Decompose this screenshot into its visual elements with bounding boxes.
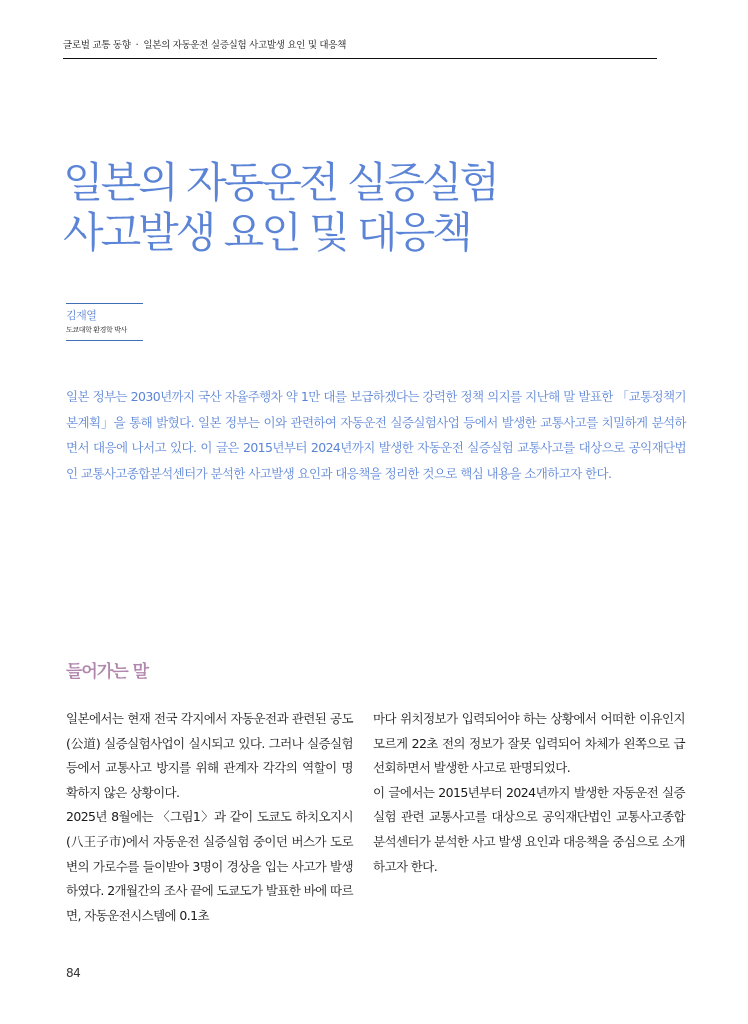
body-column-left bbox=[66, 707, 353, 928]
body-paragraph: 이 글에서는 2015년부터 2024년까지 발생한 자동운전 실증실험 관련 교통사고를 대상으로 공익재단법인 교통사고종합분석센터가 분석한 사고 발생 요인과 대응책을 중심으로 소개하고자 한다. bbox=[373, 784, 685, 874]
running-header bbox=[63, 37, 657, 59]
author-block bbox=[66, 303, 143, 341]
author-name: 김재열 bbox=[66, 309, 97, 322]
article-title bbox=[63, 158, 497, 258]
body-paragraph: 2025년 8월에는 〈그림1〉과 같이 도쿄도 하치오지시(八王子市)에서 자동운전 실증실험 중이던 버스가 도로변의 가로수를 들이받아 3명이 경상을 입는 사고가 발생하였다. 2개월간의 조사 끝에 도쿄도가 발표한 바에 따르면, 자동운전시스템에 0.1초 bbox=[66, 809, 353, 923]
body-paragraph: 마다 위치정보가 입력되어야 하는 상황에서 어떠한 이유인지 모르게 22초 전의 정보가 잘못 입력되어 차체가 왼쪽으로 급선회하면서 발생한 사고로 판명되었다. bbox=[373, 711, 685, 776]
running-header-article: 일본의 자동운전 실증실험 사고발생 요인 및 대응책 bbox=[143, 40, 347, 51]
body-column-right bbox=[373, 707, 685, 879]
abstract: 일본 정부는 2030년까지 국산 자율주행차 약 1만 대를 보급하겠다는 강력한 정책 의지를 지난해 말 발표한 「교통정책기본계획」을 통해 밝혔다. 일본 정부는 이와 관련하여 자동운전 실증실험사업 등에서 발생한 교통사고를 치밀하게 분석하면서 대응에 나서고 있다. 이 글은 2015년부터 2024년까지 발생한 자동운전 실증실험 교통사고를 대상으로 공익재단법인 교통사고종합분석센터가 분석한 사고발생 요인과 대응책을 정리한 것으로 핵심 내용을 소개하고자 한다. bbox=[66, 389, 686, 481]
article-title-line-2: 사고발생 요인 및 대응책 bbox=[63, 208, 470, 257]
running-header-section: 글로벌 교통 동향 bbox=[63, 40, 131, 51]
running-header-separator: · bbox=[135, 40, 139, 51]
article-title-line-1: 일본의 자동운전 실증실험 bbox=[63, 158, 497, 207]
page-number: 84 bbox=[66, 966, 81, 980]
author-affiliation: 도쿄대학 환경학 박사 bbox=[66, 326, 127, 334]
section-heading: 들어가는 말 bbox=[66, 662, 149, 682]
body-paragraph: 일본에서는 현재 전국 각지에서 자동운전과 관련된 공도(公道) 실증실험사업이 실시되고 있다. 그러나 실증실험 등에서 교통사고 방지를 위해 관계자 각각의 역할이 명확하지 않은 상황이다. bbox=[66, 711, 353, 800]
